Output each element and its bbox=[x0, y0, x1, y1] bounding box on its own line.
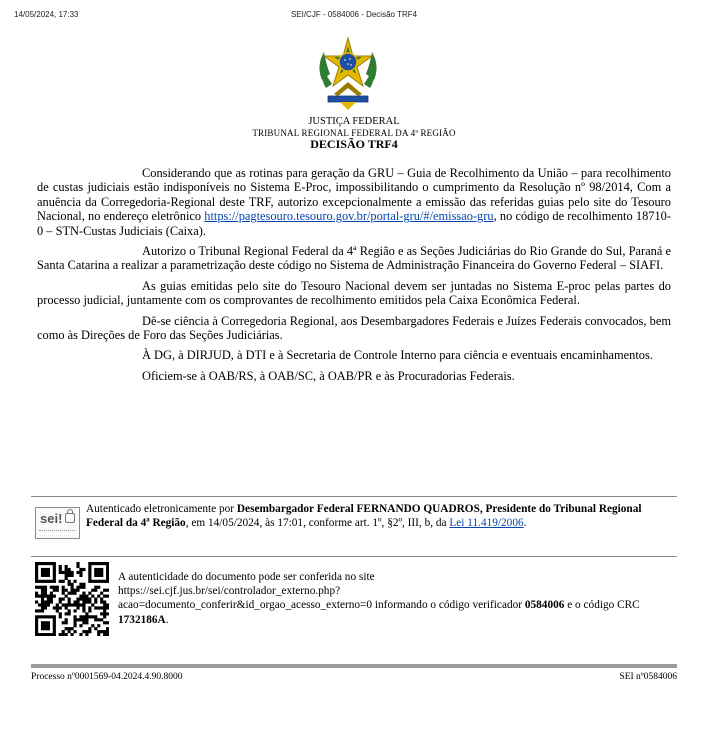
crc-code: 1732186A bbox=[118, 613, 166, 626]
auth-prefix: Autenticado eletronicamente por bbox=[86, 503, 237, 515]
paragraph-4: Dê-se ciência à Corregedoria Regional, aos Desembargadores Federais e Juízes Federais convocados, bem como às Direções de Foro das Seções Judiciárias. bbox=[37, 313, 671, 343]
sei-logo-icon bbox=[35, 507, 80, 539]
process-number: Processo nº0001569-04.2024.4.90.8000 bbox=[31, 672, 183, 682]
authentication-block bbox=[31, 496, 677, 553]
pagtesouro-link[interactable]: https://pagtesouro.tesouro.gov.br/portal-gru/#/emissao-gru bbox=[204, 209, 494, 224]
paragraph-3: As guias emitidas pelo site do Tesouro Nacional devem ser juntadas no Sistema E-proc pelas partes do processo judicial, juntamente com os comprovantes de recolhimento emitidos pela Caixa Econômica Federal. bbox=[37, 278, 671, 308]
paragraph-1-text: Considerando que as rotinas para geração da GRU – Guia de Recolhimento da União – para recolhimento de custas judiciais estão indisponíveis no Sistema E-Proc, impossibilitando o cumprimento da Resolução nº 98/2014, Com a anuência da Corregedoria-Regional deste TRF, autorizo excepcionalmente a emissão das referidas guias pelo site do Tesouro Nacional, no endereço eletrônico bbox=[37, 166, 671, 224]
sei-number: SEI nº0584006 bbox=[619, 672, 677, 682]
qr-code-icon bbox=[35, 562, 109, 636]
print-title: SEI/CJF - 0584006 - Decisão TRF4 bbox=[290, 10, 418, 19]
verification-line-3 bbox=[118, 598, 674, 626]
print-header bbox=[14, 10, 694, 24]
print-datetime: 14/05/2024, 17:33 bbox=[14, 10, 79, 19]
verification-url-params: acao=documento_conferir&id_orgao_acesso_externo=0 informando o código verificador bbox=[118, 599, 525, 612]
verifier-code: 0584006 bbox=[524, 599, 565, 612]
verification-text bbox=[118, 570, 674, 627]
verification-end: . bbox=[165, 613, 169, 626]
court-name: JUSTIÇA FEDERAL bbox=[308, 116, 400, 127]
lock-icon bbox=[65, 513, 75, 523]
footer-divider bbox=[31, 664, 677, 668]
verification-mid: e o código CRC bbox=[564, 599, 640, 612]
brazil-coat-of-arms-icon bbox=[312, 34, 384, 112]
authentication-text bbox=[86, 502, 674, 530]
verification-url: https://sei.cjf.jus.br/sei/controlador_externo.php? bbox=[118, 585, 341, 598]
paragraph-2: Autorizo o Tribunal Regional Federal da 4ª Região e as Seções Judiciárias do Rio Grande do Sul, Paraná e Santa Catarina a realizar a parametrização deste código no Sistema de Administração Financeira do Governo Federal – SIAFI. bbox=[37, 244, 671, 273]
document-title: DECISÃO TRF4 bbox=[310, 137, 398, 152]
verification-line-1: A autenticidade do documento pode ser conferida no site bbox=[118, 571, 375, 583]
auth-separator: , bbox=[479, 503, 486, 515]
paragraph-6: Oficiem-se à OAB/RS, à OAB/SC, à OAB/PR e às Procuradorias Federais. bbox=[142, 368, 515, 383]
sei-logo-text: sei! bbox=[40, 511, 63, 526]
court-subtitle: TRIBUNAL REGIONAL FEDERAL DA 4ª REGIÃO bbox=[252, 128, 456, 139]
decision-body bbox=[37, 166, 671, 389]
signer-name: Desembargador Federal FERNANDO QUADROS bbox=[236, 503, 480, 515]
signer-role: Presidente do Tribunal Regional Federal da 4ª Região bbox=[86, 503, 642, 529]
verification-block bbox=[31, 556, 677, 641]
paragraph-5: À DG, à DIRJUD, à DTI e à Secretaria de Controle Interno para ciência e eventuais encaminhamentos. bbox=[142, 348, 653, 363]
paragraph-1 bbox=[37, 166, 671, 238]
auth-end: . bbox=[523, 517, 527, 529]
auth-details: , em 14/05/2024, às 17:01, conforme art. 1º, §2º, III, b, da bbox=[185, 517, 450, 529]
document-heading bbox=[0, 116, 708, 152]
paragraph-1-text-end: , no código de recolhimento 18710-0 – STN-Custas Judiciais (Caixa). bbox=[37, 209, 671, 238]
law-link[interactable]: Lei 11.419/2006 bbox=[449, 517, 524, 529]
